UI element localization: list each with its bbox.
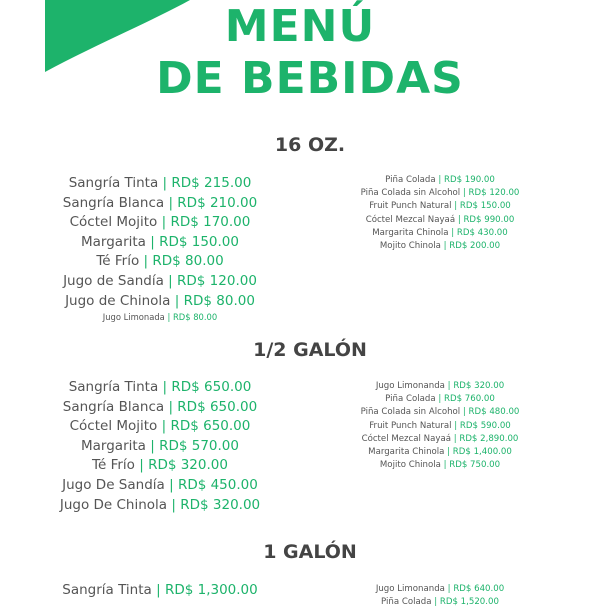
section-heading-16oz: 16 OZ. bbox=[274, 134, 346, 156]
list-item: Sangría Tinta | RD$ 215.00 bbox=[68, 175, 252, 191]
list-item: Piña Colada | RD$ 760.00 bbox=[385, 394, 495, 405]
list-item: Jugo De Sandía | RD$ 450.00 bbox=[62, 476, 258, 493]
section-heading-half-gallon: 1/2 GALÓN bbox=[253, 339, 367, 361]
list-one-gallon-left bbox=[20, 581, 300, 601]
section-heading-one-gallon: 1 GALÓN bbox=[263, 541, 357, 563]
list-item: Piña Colada sin Alcohol | RD$ 120.00 bbox=[360, 188, 520, 199]
list-item: Jugo De Chinola | RD$ 320.00 bbox=[59, 496, 261, 513]
list-item: Cóctel Mojito | RD$ 170.00 bbox=[69, 214, 251, 231]
list-item: Jugo Limonanda | RD$ 640.00 bbox=[375, 584, 505, 594]
list-item: Sangría Blanca | RD$ 650.00 bbox=[62, 398, 258, 415]
list-half-gallon-left bbox=[20, 378, 300, 515]
list-16oz-right bbox=[300, 174, 580, 253]
list-half-gallon-right bbox=[300, 380, 580, 472]
menu-title: MENÚ bbox=[224, 1, 376, 52]
list-item: Sangría Tinta | RD$ 650.00 bbox=[68, 379, 252, 395]
list-item: Piña Colada sin Alcohol | RD$ 480.00 bbox=[360, 407, 520, 418]
list-item: Jugo Limonanda | RD$ 320.00 bbox=[375, 381, 505, 391]
menu-subtitle: DE BEBIDAS bbox=[156, 53, 464, 104]
list-item: Fruit Punch Natural | RD$ 590.00 bbox=[369, 420, 511, 431]
list-item: Cóctel Mojito | RD$ 650.00 bbox=[69, 418, 251, 435]
list-item: Mojito Chinola | RD$ 750.00 bbox=[379, 460, 501, 471]
list-item: Jugo de Chinola | RD$ 80.00 bbox=[65, 292, 255, 309]
list-item: Mojito Chinola | RD$ 200.00 bbox=[379, 241, 501, 252]
list-item: Sangría Tinta | RD$ 1,300.00 bbox=[62, 582, 258, 598]
list-item: Cóctel Mezcal Nayaá | RD$ 2,890.00 bbox=[361, 433, 519, 444]
list-one-gallon-right bbox=[300, 583, 580, 609]
list-16oz-left bbox=[20, 174, 300, 323]
list-item: Margarita | RD$ 150.00 bbox=[81, 233, 239, 250]
list-item: Té Frío | RD$ 320.00 bbox=[92, 457, 228, 474]
list-item: Jugo de Sandía | RD$ 120.00 bbox=[63, 272, 257, 289]
list-item: Sangría Blanca | RD$ 210.00 bbox=[62, 194, 258, 211]
list-item: Margarita | RD$ 570.00 bbox=[81, 437, 239, 454]
list-item: Piña Colada | RD$ 190.00 bbox=[385, 175, 495, 185]
list-item: Margarita Chinola | RD$ 430.00 bbox=[372, 227, 508, 238]
list-item: Piña Colada | RD$ 1,520.00 bbox=[381, 597, 499, 608]
list-item: Té Frío | RD$ 80.00 bbox=[96, 253, 224, 270]
list-item: Margarita Chinola | RD$ 1,400.00 bbox=[368, 447, 512, 458]
list-item: Jugo Limonada | RD$ 80.00 bbox=[102, 312, 218, 323]
list-item: Fruit Punch Natural | RD$ 150.00 bbox=[369, 201, 511, 212]
list-item: Cóctel Mezcal Nayaá | RD$ 990.00 bbox=[365, 214, 515, 225]
